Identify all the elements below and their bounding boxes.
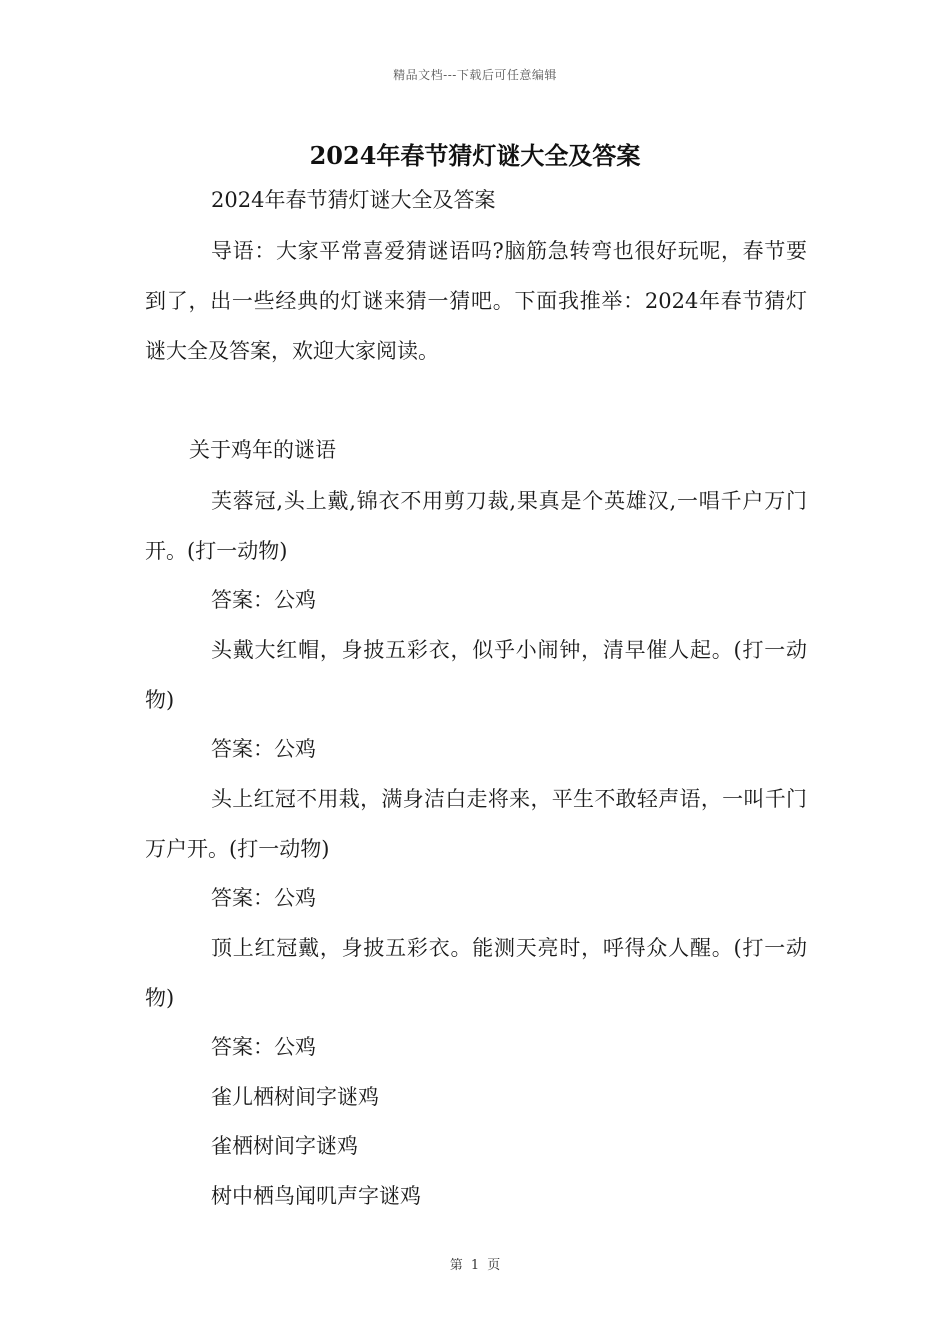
intro-paragraph: 导语：大家平常喜爱猜谜语吗?脑筋急转弯也很好玩呢，春节要到了，出一些经典的灯谜来猜一猜吧。下面我推举：2024年春节猜灯谜大全及答案，欢迎大家阅读。 [145, 239, 807, 363]
riddle-answer: 答案：公鸡 [211, 1035, 316, 1059]
page-number: 第 1 页 [449, 1258, 501, 1273]
word-riddle: 雀栖树间字谜鸡 [211, 1134, 358, 1158]
document-title: 2024年春节猜灯谜大全及答案 [309, 141, 641, 170]
riddle-question: 顶上红冠戴，身披五彩衣。能测天亮时，呼得众人醒。(打一动物) [145, 936, 807, 1010]
page-header: 精品文档---下载后可任意编辑 [393, 68, 557, 82]
riddle-question: 头戴大红帽，身披五彩衣，似乎小闹钟，清早催人起。(打一动物) [145, 638, 807, 712]
riddle-answer: 答案：公鸡 [211, 588, 316, 612]
section-heading: 关于鸡年的谜语 [189, 438, 336, 462]
riddle-question: 头上红冠不用栽，满身洁白走将来，平生不敢轻声语，一叫千门万户开。(打一动物) [145, 787, 807, 861]
riddle-answer: 答案：公鸡 [211, 886, 316, 910]
word-riddle: 树中栖鸟闻叽声字谜鸡 [211, 1184, 421, 1208]
document-subtitle: 2024年春节猜灯谜大全及答案 [211, 188, 496, 212]
word-riddle: 雀儿栖树间字谜鸡 [211, 1085, 379, 1109]
riddle-question: 芙蓉冠,头上戴,锦衣不用剪刀裁,果真是个英雄汉,一唱千户万门开。(打一动物) [145, 489, 807, 563]
riddle-answer: 答案：公鸡 [211, 737, 316, 761]
